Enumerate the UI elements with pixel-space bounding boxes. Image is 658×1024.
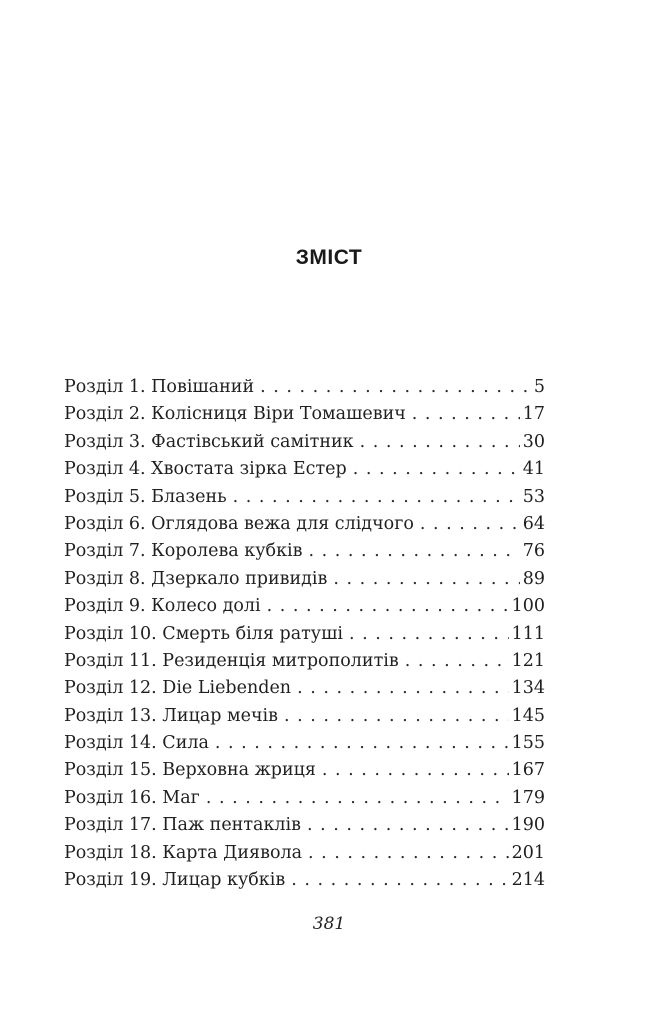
toc-entry xyxy=(64,730,545,757)
toc-dot-leader xyxy=(322,757,509,784)
toc-dot-leader xyxy=(308,538,519,565)
toc-entry-page: 41 xyxy=(522,459,545,480)
table-of-contents xyxy=(64,374,545,894)
toc-entry xyxy=(64,840,545,867)
toc-entry-title: Розділ 4. Хвостата зірка Естер xyxy=(64,459,347,480)
toc-entry-page: 76 xyxy=(522,541,545,562)
toc-entry-title: Розділ 11. Резиденція митрополитів xyxy=(64,650,399,671)
toc-entry-page: 155 xyxy=(511,733,545,754)
toc-entry-page: 179 xyxy=(511,787,545,808)
toc-entry xyxy=(64,429,545,456)
toc-dot-leader xyxy=(349,621,509,648)
toc-dot-leader xyxy=(405,648,509,675)
toc-dot-leader xyxy=(233,484,520,511)
toc-entry-title: Розділ 5. Блазень xyxy=(64,486,227,507)
toc-entry xyxy=(64,867,545,894)
toc-dot-leader xyxy=(420,511,520,538)
toc-entry-title: Розділ 2. Колісниця Віри Томашевич xyxy=(64,404,406,425)
toc-entry-title: Розділ 6. Оглядова вежа для слідчого xyxy=(64,513,414,534)
toc-entry-title: Розділ 9. Колесо долі xyxy=(64,596,261,617)
toc-entry xyxy=(64,374,545,401)
toc-entry-title: Розділ 19. Лицар кубків xyxy=(64,870,286,891)
toc-entry xyxy=(64,593,545,620)
toc-entry xyxy=(64,484,545,511)
toc-dot-leader xyxy=(267,593,509,620)
toc-entry-page: 100 xyxy=(511,596,545,617)
toc-dot-leader xyxy=(291,867,508,894)
toc-dot-leader xyxy=(333,566,519,593)
toc-entry-title: Розділ 14. Сила xyxy=(64,733,209,754)
toc-entry-page: 121 xyxy=(511,650,545,671)
toc-entry-page: 53 xyxy=(522,486,545,507)
toc-dot-leader xyxy=(307,812,509,839)
toc-entry xyxy=(64,401,545,428)
toc-dot-leader xyxy=(284,703,509,730)
toc-entry-page: 30 xyxy=(522,431,545,452)
toc-dot-leader xyxy=(353,456,520,483)
page-title: ЗМІСТ xyxy=(295,246,363,269)
toc-entry-page: 134 xyxy=(511,678,545,699)
toc-entry-page: 111 xyxy=(511,623,545,644)
toc-entry-page: 214 xyxy=(511,870,545,891)
toc-entry-page: 64 xyxy=(522,513,545,534)
toc-entry-title: Розділ 10. Смерть біля ратуші xyxy=(64,623,343,644)
toc-entry xyxy=(64,511,545,538)
toc-entry xyxy=(64,621,545,648)
toc-entry xyxy=(64,785,545,812)
toc-entry xyxy=(64,538,545,565)
toc-entry-title: Розділ 13. Лицар мечів xyxy=(64,705,279,726)
toc-entry-page: 145 xyxy=(511,705,545,726)
toc-dot-leader xyxy=(206,785,509,812)
toc-entry-title: Розділ 12. Die Liebenden xyxy=(64,678,292,699)
toc-entry-title: Розділ 18. Карта Диявола xyxy=(64,842,303,863)
toc-entry-title: Розділ 16. Маг xyxy=(64,787,200,808)
toc-dot-leader xyxy=(260,374,531,401)
toc-entry-page: 89 xyxy=(522,568,545,589)
toc-entry xyxy=(64,812,545,839)
toc-entry-page: 17 xyxy=(522,404,545,425)
toc-entry-title: Розділ 17. Паж пентаклів xyxy=(64,815,301,836)
toc-entry xyxy=(64,757,545,784)
toc-dot-leader xyxy=(360,429,520,456)
toc-entry xyxy=(64,703,545,730)
toc-entry xyxy=(64,675,545,702)
toc-dot-leader xyxy=(215,730,509,757)
toc-entry-title: Розділ 1. Повішаний xyxy=(64,377,255,397)
toc-entry-page: 190 xyxy=(511,815,545,836)
toc-entry-title: Розділ 7. Королева кубків xyxy=(64,541,303,562)
page-number: 381 xyxy=(312,914,346,934)
toc-dot-leader xyxy=(308,840,509,867)
toc-entry-title: Розділ 8. Дзеркало привидів xyxy=(64,568,328,589)
toc-dot-leader xyxy=(412,401,520,428)
toc-entry xyxy=(64,648,545,675)
toc-entry-page: 5 xyxy=(533,377,545,397)
toc-entry xyxy=(64,456,545,483)
toc-entry-title: Розділ 15. Верховна жриця xyxy=(64,760,316,781)
toc-entry xyxy=(64,566,545,593)
toc-dot-leader xyxy=(297,675,509,702)
toc-entry-page: 167 xyxy=(511,760,545,781)
toc-entry-page: 201 xyxy=(511,842,545,863)
toc-entry-title: Розділ 3. Фастівський самітник xyxy=(64,431,354,452)
